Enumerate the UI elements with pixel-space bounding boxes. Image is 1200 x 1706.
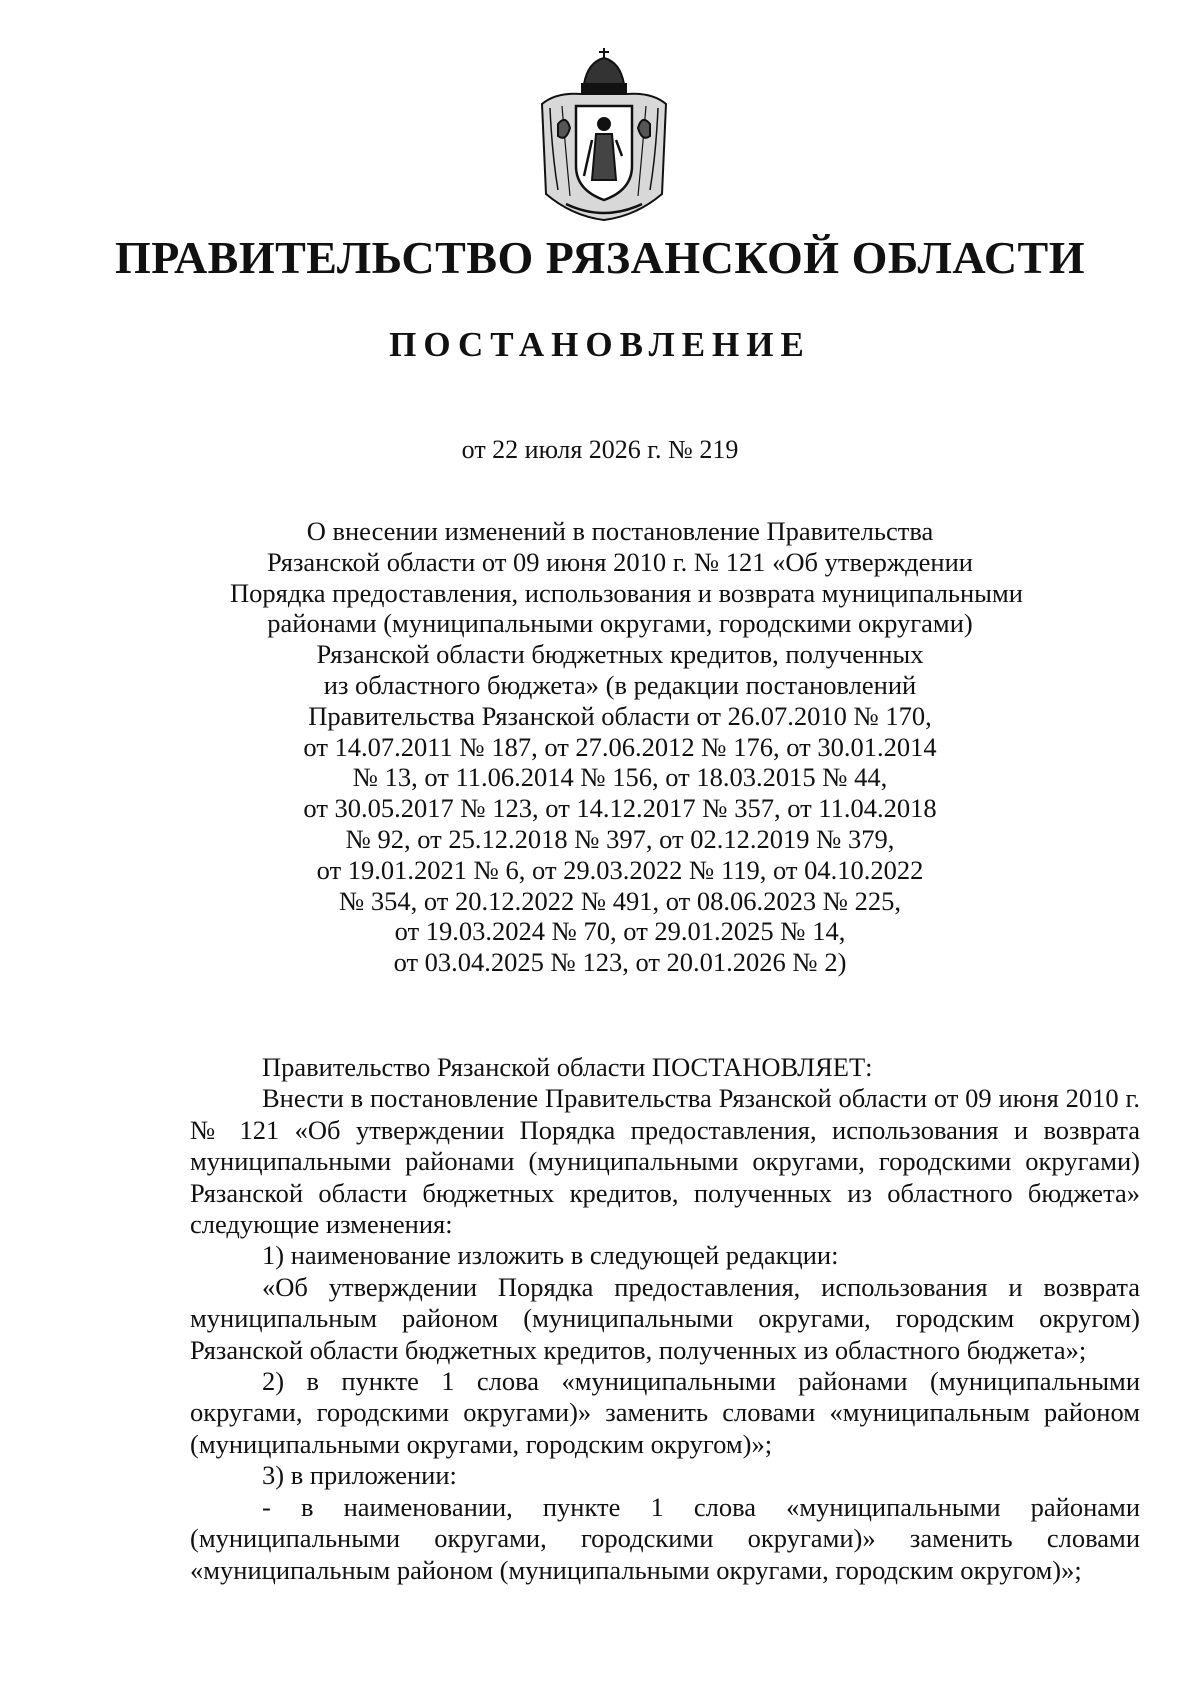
subject-line: № 92, от 25.12.2018 № 397, от 02.12.2019 № 379, — [345, 823, 895, 854]
subject-line: Рязанской области бюджетных кредитов, полученных — [316, 639, 924, 670]
subject-line: О внесении изменений в постановление Правительства — [306, 516, 934, 546]
subject-line: от 14.07.2011 № 187, от 27.06.2012 № 176, от 30.01.2014 — [303, 731, 937, 762]
subject-line: Правительства Рязанской области от 26.07.2010 № 170, — [308, 700, 932, 731]
subject-line: от 19.01.2021 № 6, от 29.03.2022 № 119, от 04.10.2022 — [316, 854, 924, 885]
body-paragraph: Правительство Рязанской области ПОСТАНОВЛЯЕТ: — [262, 1052, 873, 1082]
ryazan-coat-of-arms-icon — [536, 44, 672, 222]
subject-line: районами (муниципальными округами, городскими округами) — [267, 608, 973, 639]
body-paragraph: Внести в постановление Правительства Рязанской области от 09 июня 2010 г. № 121 «Об утверждении Порядка предоставления, использования и возврата муниципальными районами (муниципальными округами, городскими округами) Рязанской области бюджетных кредитов, полученных из областного бюджета» следующие изменения: — [190, 1083, 1140, 1240]
subject-line: № 13, от 11.06.2014 № 156, от 18.03.2015 № 44, — [352, 762, 888, 793]
document-type: ПОСТАНОВЛЕНИЕ — [389, 325, 811, 364]
subject-line: № 354, от 20.12.2022 № 491, от 08.06.2023 № 225, — [338, 885, 902, 916]
body-paragraph: 2) в пункте 1 слова «муниципальными районами (муниципальными округами, городскими округами)» заменить словами «муниципальным районом (муниципальными округами, городским округом)»; — [190, 1366, 1140, 1459]
subject-line: от 19.03.2024 № 70, от 29.01.2025 № 14, — [394, 916, 846, 947]
document-date-number: от 22 июля 2026 г. № 219 — [461, 435, 739, 464]
subject-line: из областного бюджета» (в редакции постановлений — [323, 669, 917, 700]
body-paragraph: «Об утверждении Порядка предоставления, использования и возврата муниципальным районом (муниципальными округами, городским округом) Рязанской области бюджетных кредитов, полученных из областного бюджета»; — [190, 1271, 1140, 1365]
subject-line: от 03.04.2025 № 123, от 20.01.2026 № 2) — [393, 947, 847, 978]
document-body — [190, 1052, 1140, 1586]
subject-line: Рязанской области от 09 июня 2010 г. № 121 «Об утверждении — [267, 546, 973, 577]
body-paragraph: 3) в приложении: — [262, 1460, 457, 1491]
subject-line: от 30.05.2017 № 123, от 14.12.2017 № 357, от 11.04.2018 — [303, 793, 937, 824]
body-paragraph: 1) наименование изложить в следующей редакции: — [262, 1240, 839, 1271]
organization-title: ПРАВИТЕЛЬСТВО РЯЗАНСКОЙ ОБЛАСТИ — [114, 232, 1086, 283]
subject-line: Порядка предоставления, использования и возврата муниципальными — [230, 577, 1023, 608]
document-subject — [230, 516, 1023, 978]
body-paragraph: - в наименовании, пункте 1 слова «муниципальными районами (муниципальными округами, городскими округами)» заменить словами «муниципальным районом (муниципальными округами, городским округом)»; — [190, 1491, 1140, 1585]
